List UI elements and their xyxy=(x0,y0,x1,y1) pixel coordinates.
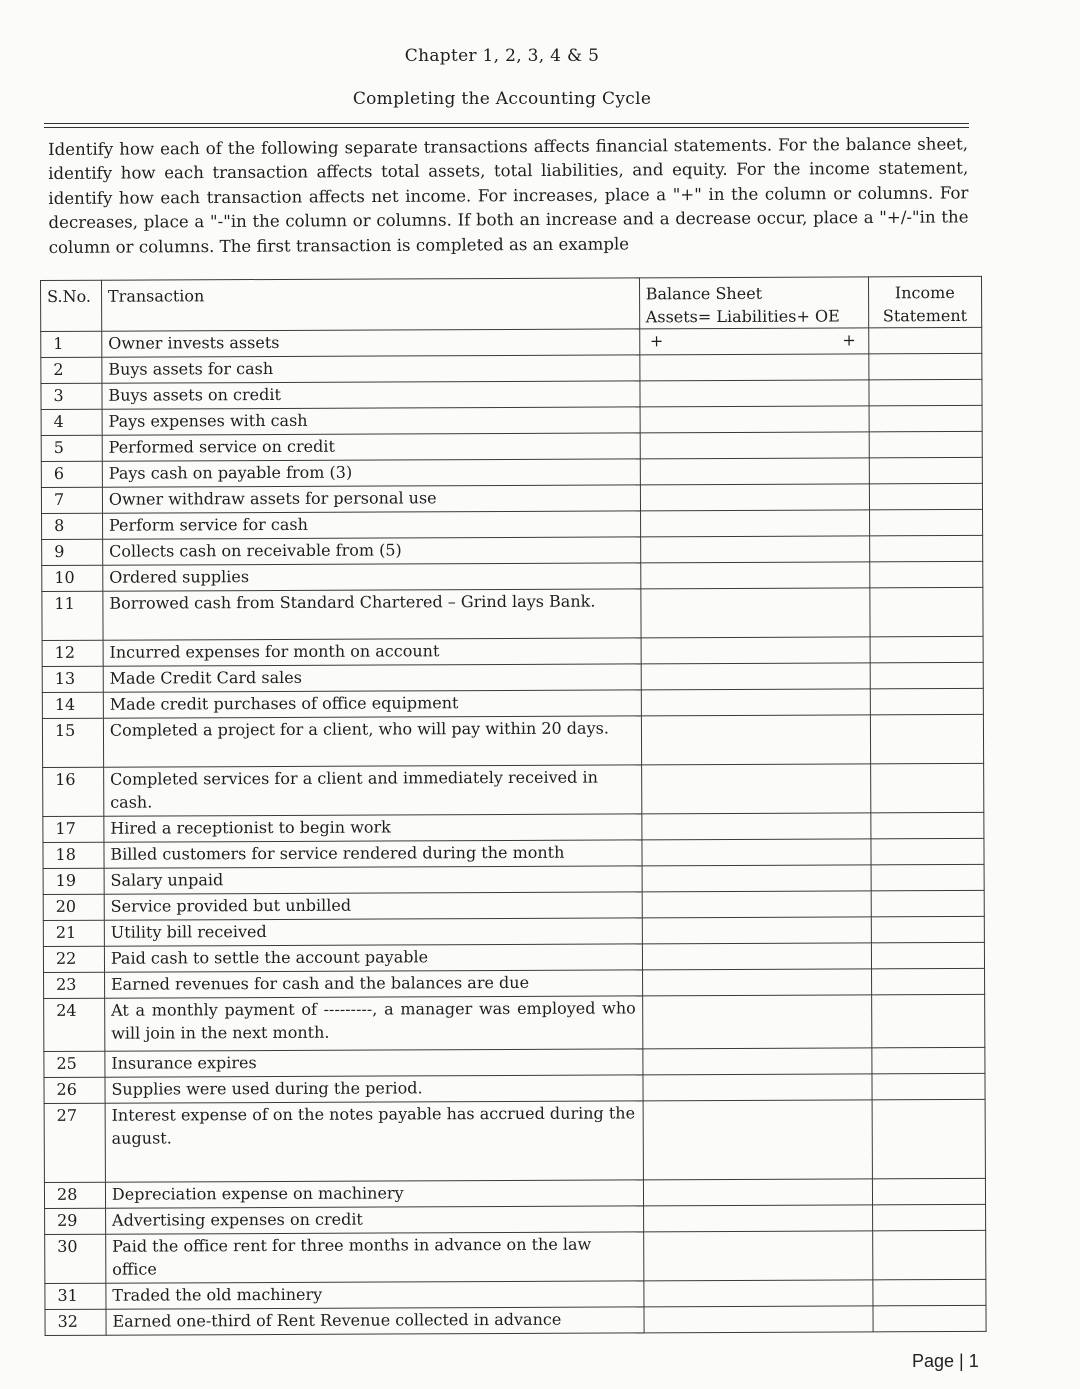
table-row xyxy=(43,942,984,972)
row-transaction: Supplies were used during the period. xyxy=(105,1075,643,1103)
row-transaction: Incurred expenses for month on account xyxy=(103,638,641,666)
row-income-statement-cell[interactable] xyxy=(869,457,983,483)
row-balance-sheet-cell[interactable] xyxy=(642,969,871,996)
row-number: 30 xyxy=(45,1234,106,1283)
row-transaction: Pays cash on payable from (3) xyxy=(102,459,640,487)
row-number: 29 xyxy=(45,1208,106,1234)
table-row xyxy=(41,431,982,461)
table-row xyxy=(41,379,982,409)
row-number: 18 xyxy=(43,842,104,868)
table-row xyxy=(42,688,983,718)
row-income-statement-cell[interactable] xyxy=(869,509,983,535)
row-number: 24 xyxy=(44,998,105,1051)
row-transaction: Insurance expires xyxy=(105,1049,643,1077)
row-number: 3 xyxy=(41,383,102,409)
table-row xyxy=(42,662,983,692)
row-balance-sheet-cell[interactable] xyxy=(640,406,869,433)
row-balance-sheet-cell[interactable] xyxy=(640,484,869,511)
table-row xyxy=(42,587,983,640)
row-balance-sheet-cell[interactable] xyxy=(642,995,871,1049)
row-income-statement-cell[interactable] xyxy=(869,535,983,561)
table-row xyxy=(42,509,983,539)
header-transaction: Transaction xyxy=(101,278,639,331)
row-transaction: Earned revenues for cash and the balances are due xyxy=(104,970,642,998)
table-row xyxy=(41,405,982,435)
table-row xyxy=(45,1230,986,1283)
row-balance-sheet-cell[interactable] xyxy=(639,354,868,381)
row-income-statement-cell[interactable] xyxy=(869,431,983,457)
table-row xyxy=(43,763,984,816)
row-number: 15 xyxy=(42,718,103,767)
row-transaction: Ordered supplies xyxy=(103,563,641,591)
table-row xyxy=(43,838,984,868)
row-number: 12 xyxy=(42,640,103,666)
row-balance-sheet-cell[interactable] xyxy=(640,536,869,563)
page-title: Completing the Accounting Cycle xyxy=(352,89,652,109)
row-transaction: At a monthly payment of ---------, a manager was employed who will join in the next month. xyxy=(105,996,643,1051)
header-balance-sheet-equation: Assets= Liabilities+ OE xyxy=(645,306,840,327)
row-number: 21 xyxy=(43,920,104,946)
row-number: 23 xyxy=(44,972,105,998)
row-number: 5 xyxy=(41,435,102,461)
row-number: 8 xyxy=(42,513,103,539)
row-income-statement-cell[interactable] xyxy=(869,587,983,636)
row-income-statement-cell[interactable] xyxy=(871,942,985,968)
row-transaction: Completed services for a client and immediately received in cash. xyxy=(104,765,642,816)
table-row xyxy=(41,353,982,383)
row-number: 13 xyxy=(42,666,103,692)
row-balance-sheet-cell[interactable] xyxy=(640,588,869,638)
row-income-statement-cell[interactable] xyxy=(872,1073,986,1099)
table-row xyxy=(42,535,983,565)
table-row xyxy=(41,457,982,487)
row-balance-sheet-cell[interactable] xyxy=(644,1306,873,1333)
table-row xyxy=(45,1305,986,1335)
chapter-heading: Chapter 1, 2, 3, 4 & 5 xyxy=(404,46,600,66)
table-row xyxy=(44,994,985,1051)
row-balance-sheet-cell[interactable] xyxy=(640,432,869,459)
row-balance-sheet-cell[interactable] xyxy=(643,1280,872,1307)
header-income-statement xyxy=(868,276,982,327)
table-row xyxy=(45,1204,986,1234)
row-number: 26 xyxy=(44,1077,105,1103)
row-number: 1 xyxy=(41,331,102,357)
row-income-statement-cell[interactable] xyxy=(868,327,982,353)
row-income-statement-cell[interactable] xyxy=(869,561,983,587)
row-income-statement-cell[interactable] xyxy=(869,405,983,431)
row-number: 25 xyxy=(44,1051,105,1077)
divider-bottom xyxy=(44,127,969,128)
row-number: 32 xyxy=(45,1309,106,1335)
row-transaction: Depreciation expense on machinery xyxy=(105,1180,643,1208)
row-income-statement-cell[interactable] xyxy=(871,890,985,916)
page-number: Page | 1 xyxy=(912,1351,979,1371)
row-income-statement-cell[interactable] xyxy=(871,864,985,890)
row-transaction: Performed service on credit xyxy=(102,433,640,461)
row-balance-sheet-cell[interactable] xyxy=(642,839,871,866)
row-number: 7 xyxy=(41,487,102,513)
row-income-statement-cell[interactable] xyxy=(870,662,984,688)
row-number: 22 xyxy=(43,946,104,972)
row-transaction: Perform service for cash xyxy=(102,511,640,539)
row-income-statement-cell[interactable] xyxy=(872,1279,986,1305)
row-number: 19 xyxy=(43,868,104,894)
row-balance-sheet-cell[interactable] xyxy=(640,458,869,485)
row-balance-sheet-cell[interactable] xyxy=(642,891,871,918)
transactions-table xyxy=(40,276,987,1336)
row-income-statement-cell[interactable] xyxy=(868,353,982,379)
row-income-statement-cell[interactable] xyxy=(870,688,984,714)
row-number: 11 xyxy=(42,591,103,640)
row-transaction: Completed a project for a client, who will pay within 20 days. xyxy=(103,716,641,767)
row-balance-sheet-cell[interactable] xyxy=(640,562,869,589)
row-income-statement-cell[interactable] xyxy=(870,636,984,662)
row-balance-sheet-cell[interactable] xyxy=(642,943,871,970)
row-balance-sheet-cell[interactable] xyxy=(641,689,870,716)
row-balance-sheet-cell[interactable] xyxy=(643,1100,872,1180)
table-row xyxy=(41,327,982,357)
table-row xyxy=(43,890,984,920)
table-row xyxy=(44,968,985,998)
row-income-statement-cell[interactable] xyxy=(873,1305,987,1331)
header-sno: S.No. xyxy=(41,280,102,331)
row-balance-sheet-cell[interactable] xyxy=(641,637,870,664)
row-balance-sheet-cell[interactable] xyxy=(640,510,869,537)
row-balance-sheet-cell[interactable] xyxy=(641,764,870,814)
row-income-statement-cell[interactable] xyxy=(870,812,984,838)
row-transaction: Owner invests assets xyxy=(102,329,640,357)
row-income-statement-cell[interactable] xyxy=(870,714,984,763)
row-transaction: Billed customers for service rendered during the month xyxy=(104,840,642,868)
row-balance-sheet-cell[interactable] xyxy=(641,715,870,765)
table-row xyxy=(43,916,984,946)
row-number: 20 xyxy=(43,894,104,920)
row-transaction: Hired a receptionist to begin work xyxy=(104,814,642,842)
row-income-statement-cell[interactable] xyxy=(872,1099,986,1178)
header-income-line1: Income xyxy=(894,283,955,303)
row-number: 9 xyxy=(42,539,103,565)
row-income-statement-cell[interactable] xyxy=(870,763,984,812)
row-transaction: Owner withdraw assets for personal use xyxy=(102,485,640,513)
table-header-row xyxy=(41,276,982,331)
table-row xyxy=(43,812,984,842)
table-row xyxy=(42,636,983,666)
example-signs xyxy=(646,328,862,352)
row-transaction: Collects cash on receivable from (5) xyxy=(103,537,641,565)
row-transaction: Interest expense of on the notes payable has accrued during the august. xyxy=(105,1101,643,1182)
row-balance-sheet-cell[interactable] xyxy=(642,1048,871,1075)
row-transaction: Paid cash to settle the account payable xyxy=(104,944,642,972)
row-transaction: Paid the office rent for three months in advance on the law office xyxy=(106,1232,644,1283)
row-transaction: Buys assets for cash xyxy=(102,355,640,383)
row-balance-sheet-cell[interactable] xyxy=(642,917,871,944)
row-balance-sheet-cell[interactable] xyxy=(639,328,868,355)
row-income-statement-cell[interactable] xyxy=(871,968,985,994)
row-number: 28 xyxy=(44,1182,105,1208)
row-balance-sheet-cell[interactable] xyxy=(643,1074,872,1101)
row-income-statement-cell[interactable] xyxy=(871,994,985,1047)
row-number: 27 xyxy=(44,1103,105,1182)
row-balance-sheet-cell[interactable] xyxy=(643,1205,872,1232)
table-row xyxy=(41,483,982,513)
row-balance-sheet-cell[interactable] xyxy=(640,380,869,407)
row-balance-sheet-cell[interactable] xyxy=(642,865,871,892)
table-row xyxy=(43,864,984,894)
row-transaction: Traded the old machinery xyxy=(106,1281,644,1309)
row-transaction: Advertising expenses on credit xyxy=(105,1206,643,1234)
row-number: 6 xyxy=(41,461,102,487)
row-transaction: Borrowed cash from Standard Chartered – Grind lays Bank. xyxy=(103,589,641,640)
row-income-statement-cell[interactable] xyxy=(869,483,983,509)
header-balance-sheet xyxy=(639,277,868,329)
row-balance-sheet-cell[interactable] xyxy=(643,1179,872,1206)
header-income-line2: Statement xyxy=(882,305,968,326)
table-row xyxy=(42,714,983,767)
row-transaction: Made Credit Card sales xyxy=(103,664,641,692)
row-income-statement-cell[interactable] xyxy=(871,1047,985,1073)
row-number: 4 xyxy=(41,409,102,435)
table-row xyxy=(44,1073,985,1103)
row-number: 16 xyxy=(43,767,104,816)
row-income-statement-cell[interactable] xyxy=(872,1178,986,1204)
divider-top xyxy=(44,123,969,124)
row-balance-sheet-cell[interactable] xyxy=(643,1231,872,1281)
example-equity-sign: + xyxy=(842,330,856,350)
row-transaction: Utility bill received xyxy=(104,918,642,946)
row-income-statement-cell[interactable] xyxy=(872,1204,986,1230)
row-number: 2 xyxy=(41,357,102,383)
row-income-statement-cell[interactable] xyxy=(870,838,984,864)
row-number: 17 xyxy=(43,816,104,842)
instructions-paragraph: Identify how each of the following separate transactions affects financial statements. For the balance sheet, identify how each transaction affects total assets, total liabilities, and equity. For the income statement, identify how each transaction affects net income. For increases, place a "+" in the column or columns. For decreases, place a "-"in the column or columns. If both an increase and a decrease occur, place a "+/-"in the column or columns. The first transaction is completed as an example xyxy=(48,134,969,257)
table-row xyxy=(44,1047,985,1077)
row-balance-sheet-cell[interactable] xyxy=(641,663,870,690)
row-income-statement-cell[interactable] xyxy=(868,379,982,405)
header-balance-sheet-label: Balance Sheet xyxy=(645,283,763,304)
row-number: 14 xyxy=(42,692,103,718)
table-row xyxy=(42,561,983,591)
row-balance-sheet-cell[interactable] xyxy=(641,813,870,840)
table-row xyxy=(45,1279,986,1309)
row-transaction: Made credit purchases of office equipment xyxy=(103,690,641,718)
row-transaction: Salary unpaid xyxy=(104,866,642,894)
row-number: 10 xyxy=(42,565,103,591)
table-row xyxy=(44,1178,985,1208)
row-income-statement-cell[interactable] xyxy=(871,916,985,942)
row-transaction: Earned one-third of Rent Revenue collected in advance xyxy=(106,1307,644,1335)
row-transaction: Buys assets on credit xyxy=(102,381,640,409)
row-transaction: Service provided but unbilled xyxy=(104,892,642,920)
example-assets-sign: + xyxy=(649,331,664,351)
row-transaction: Pays expenses with cash xyxy=(102,407,640,435)
row-number: 31 xyxy=(45,1283,106,1309)
table-row xyxy=(44,1099,985,1182)
row-income-statement-cell[interactable] xyxy=(872,1230,986,1279)
